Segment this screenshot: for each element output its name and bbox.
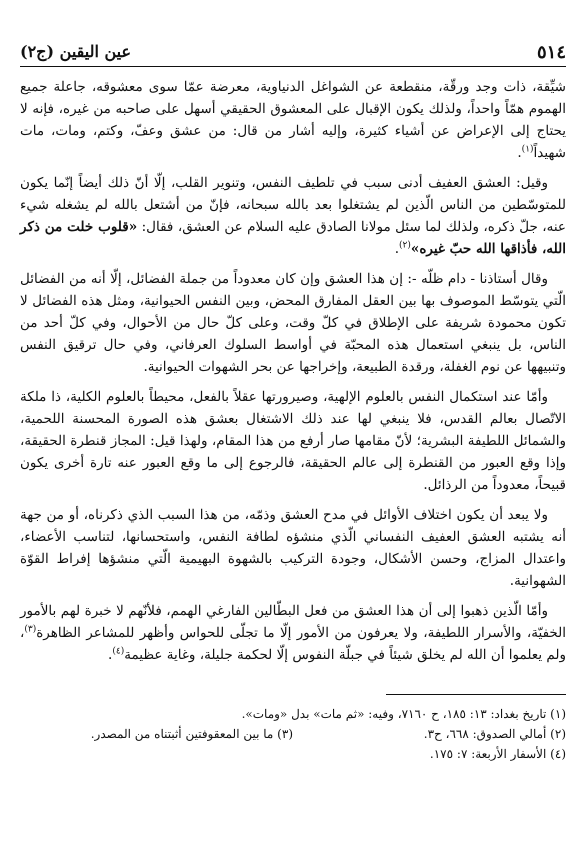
paragraph <box>20 386 566 496</box>
footnote-3: (٣) ما بين المعقوفتين أثبتناه من المصدر. <box>90 727 293 741</box>
footnote-separator <box>386 694 566 695</box>
footnote-row <box>20 744 566 764</box>
text-run: . <box>108 647 113 663</box>
footnote-2: (٢) أمالي الصدوق: ٦٦٨، ح٣. <box>423 727 566 741</box>
page-number: ٥١٤ <box>536 42 566 63</box>
quotation: «قلوب خلت من ذكر الله، فأذاقها الله حبّ غيره» <box>20 219 566 257</box>
footnote-row <box>20 704 566 724</box>
text-run: وأمّا الّذين ذهبوا إلى أن هذا العشق من فعل البطّالين الفارغي الهمم، فلأنّهم لا خبرة لهم بالأمور الخفيّة، والأسرار اللطيفة، ولا يعرفون من الأمور إلّا ما تجلّى للحواس وأظهر للمشاعر الظاهرة <box>20 603 566 641</box>
footnote-ref: (٢) <box>399 240 411 251</box>
paragraph <box>20 504 566 592</box>
text-run: ولا يبعد أن يكون اختلاف الأوائل في مدح العشق وذمّه، من هذا السبب الذي ذكرناه، أو من جهة أنه يشتبه العشق العفيف النفساني الّذي منشؤه لطافة النفس، واستحسانها، لتناسب الأعضاء، واعتدال المزاج، وحسن الأشكال، وجودة التركيب بالشهوة البهيمية الّتي منشؤها إفراط القوّة الشهوانية. <box>20 507 566 589</box>
paragraph <box>20 172 566 260</box>
text-run: وقال أستاذنا - دام ظلّه -: إن هذا العشق وإن كان معدوداً من جملة الفضائل، إلّا أنه من الفضائل الّتي يتوسّط الموصوف بها بين العقل المفارق المحض، وبين النفس الحيوانية، ومثل هذه الفضائل لا تكون محمودة شريفة على الإطلاق في كلّ وقت، وعلى كلّ حال من الأحوال، وفي كلّ أحد من الناس، بل ينبغي استعمال هذه المحبّة في أواسط السلوك العرفاني، وفي حال ترقيق النفس وتنبيهها عن نوم الغفلة، ورقدة الطبيعة، وإخراجها عن بحر الشهوات الحيوانية. <box>20 271 566 375</box>
footnote-1: (١) تاريخ بغداد: ١٣: ١٨٥، ح ٧١٦٠، وفيه: «ثم مات» بدل «ومات». <box>241 707 566 721</box>
footnote-row <box>20 724 566 744</box>
text-run: شيِّقة، ذات وجد ورقّة، منقطعة عن الشواغل الدنياوية، معرضة عمّا سوى معشوقه، جاعلة جميع الهموم همّاً واحداً، ولذلك يكون الإقبال على المعشوق الحقيقي أسهل على صاحبه من غيره، فإنه لا يحتاج إلى الإعراض عن أشياء كثيرة، وإليه أشار من قال: من عشق وعفّ، وكتم، ومات، مات شهيداً <box>20 79 566 161</box>
text-run: وأمّا عند استكمال النفس بالعلوم الإلهية، وصيرورتها عقلاً بالفعل، محيطاً بالعلوم الكلية، ذا ملكة الاتّصال بعالم القدس، فلا ينبغي لها عند ذلك الاشتغال بعشق هذه الصورة المحسنة اللحمية، والشمائل اللطيفة البشرية؛ لأنّ مقامها صار أرفع من هذا المقام، ولهذا قيل: المجاز قنطرة الحقيقة، وإذا وقع العبور من القنطرة إلى عالم الحقيقة، فالرجوع إلى ما وقع العبور عنه تارة أخرى يكون قبيحاً، معدوداً من الرذائل. <box>20 389 566 493</box>
page-header <box>20 40 566 67</box>
footnote-ref: (٣) <box>24 624 37 635</box>
paragraph <box>20 268 566 378</box>
footnote-ref: (٤) <box>112 646 125 657</box>
running-title: عين اليقين (ج٢) <box>20 42 132 61</box>
text-run: وقيل: العشق العفيف أدنى سبب في تلطيف النفس، وتنوير القلب، إلّا أنّ ذلك أيضاً إنّما يكون للمتوسّطين من الناس الّذين لم يشتغلوا بعد بالله سبحانه، فإنّ من أشتعل بالله لم يشغله شيء عنه، جلّ ذكره، ولذلك لما سئل مولانا الصادق عليه السلام عن العشق، فقال: <box>20 175 566 235</box>
footnote-ref: (١) <box>521 144 534 155</box>
footnote-4: (٤) الأسفار الأربعة: ٧: ١٧٥. <box>429 747 566 761</box>
footnotes <box>20 704 566 764</box>
main-text <box>20 76 566 674</box>
paragraph <box>20 600 566 666</box>
text-run: . <box>517 145 522 161</box>
text-run: ، ولم يعلموا أن الله لم يخلق شيئاً في جبلّة النفوس إلّا لحكمة جليلة، وغاية عظيمة <box>20 625 566 663</box>
text-run: . <box>394 241 399 257</box>
paragraph <box>20 76 566 164</box>
